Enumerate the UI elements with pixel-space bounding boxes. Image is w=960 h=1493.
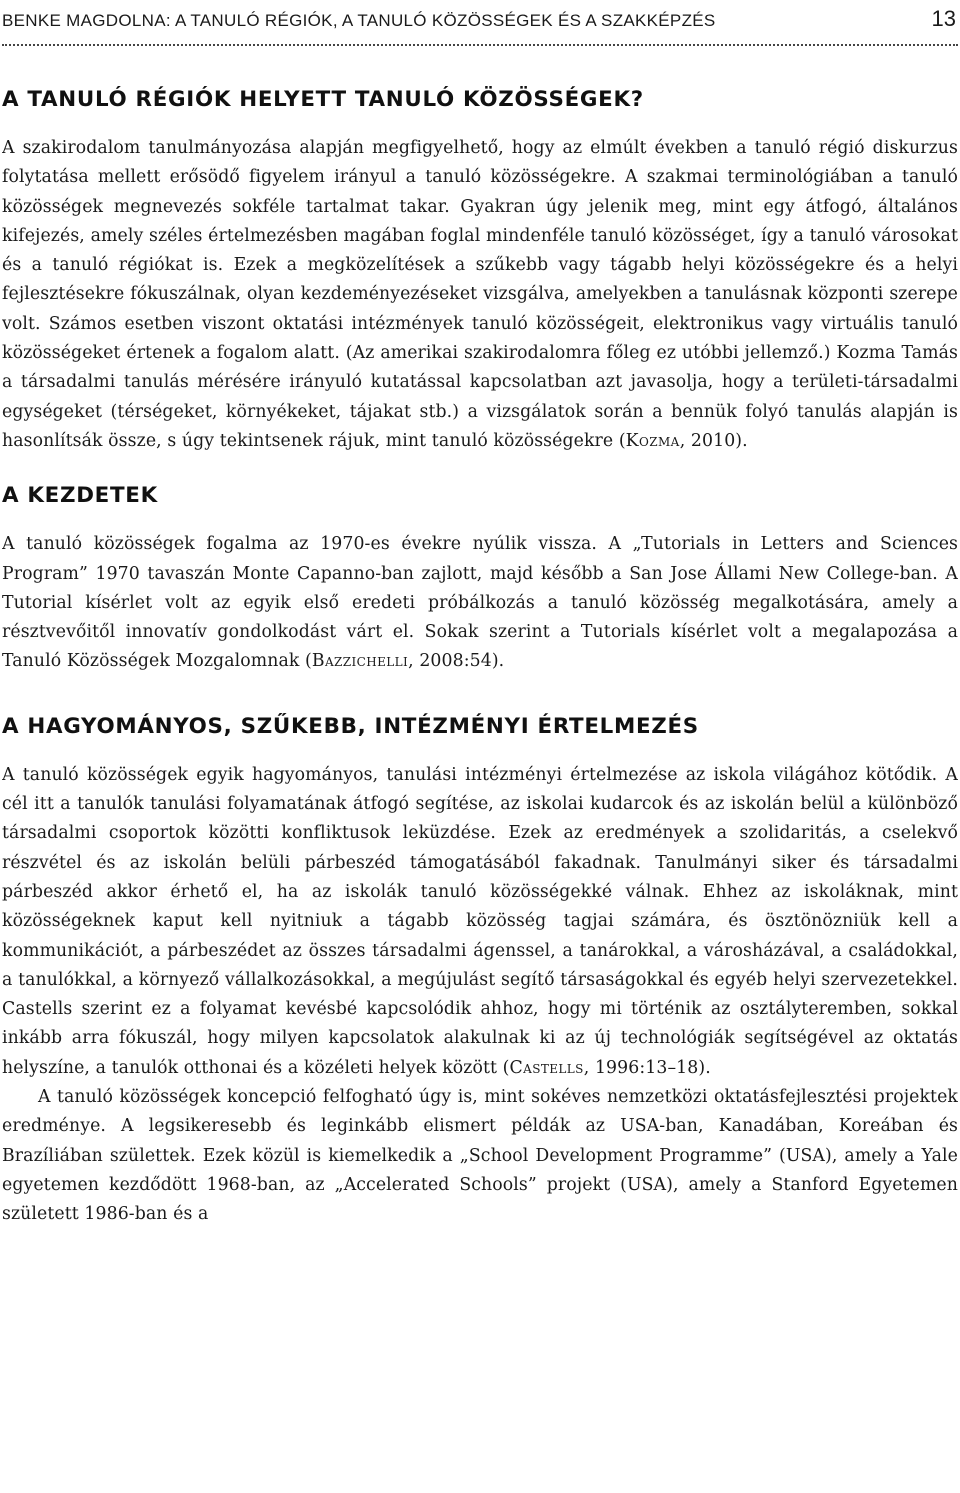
body-paragraph bbox=[2, 134, 958, 456]
body-paragraph bbox=[2, 530, 958, 676]
body-paragraph bbox=[2, 1083, 958, 1229]
page-content bbox=[2, 80, 958, 1230]
document-page bbox=[2, 0, 958, 1493]
page-number: 13 bbox=[931, 6, 956, 31]
paragraph-text: A tanuló közösségek fogalma az 1970-es évekre nyúlik vissza. A „Tutorials in Letters and Sciences Program” 1970 tavaszán Monte Capanno-ban zajlott, majd később a San Jose Állami New College-ban. A Tutorial kísérlet volt az egyik első eredeti próbálkozás a tanuló közösség megalkotására, amely a résztvevőitől innovatív gondolkodást várt el. Sokak szerint a Tutorials kísérlet volt a megalapozása a Tanuló Közösségek Mozgalomnak ( bbox=[2, 534, 958, 672]
citation-year: , 2010). bbox=[679, 430, 748, 451]
body-paragraph bbox=[2, 761, 958, 1083]
section-heading: A KEZDETEK bbox=[2, 483, 158, 509]
paragraph-text: A tanuló közösségek egyik hagyományos, tanulási intézményi értelmezése az iskola világához kötődik. A cél itt a tanulók tanulási folyamatának átfogó segítése, az iskolai kudarcok és az iskolán belül a különböző társadalmi csoportok közötti konfliktusok leküzdése. Ezek az eredmények a szolidaritás, a cselekvő részvétel és az iskolán belüli párbeszéd támogatásából fakadnak. Tanulmányi siker és társadalmi párbeszéd akkor érhető el, ha az iskolák tanuló közösségekké válnak. Ehhez az iskoláknak, mint közösségeknek kaput kell nyitniuk a tágabb közösség tagjai számára, és ösztönözniük kell a kommunikációt, a párbeszédet az összes társadalmi ágenssel, a tanárokkal, a városházával, a családokkal, a tanulókkal, a környező vállalkozásokkal, a megújulást segítő társaságokkal és egyéb helyi szervezetekkel. Castells szerint ez a folyamat kevésbé kapcsolódik ahhoz, hogy mi történik az osztályteremben, sokkal inkább arra fókuszál, hogy milyen kapcsolatok alakulnak ki az új technológiák segítségével az oktatás helyszíne, a tanulók otthonai és a közéleti helyek között ( bbox=[2, 764, 958, 1078]
running-title: BENKE MAGDOLNA: A TANULÓ RÉGIÓK, A TANULÓ KÖZÖSSÉGEK ÉS A SZAKKÉPZÉS bbox=[2, 11, 716, 30]
section-heading: A TANULÓ RÉGIÓK HELYETT TANULÓ KÖZÖSSÉGEK? bbox=[2, 87, 644, 112]
header-dotted-rule bbox=[2, 44, 958, 46]
citation-author: Kozma bbox=[625, 430, 680, 451]
section-kezdetek bbox=[2, 482, 958, 676]
section-hagyomanyos bbox=[2, 713, 958, 1230]
paragraph-text: A szakirodalom tanulmányozása alapján megfigyelhető, hogy az elmúlt években a tanuló régió diskurzus folytatása mellett erősödő figyelem irányul a tanuló közösségekre. A szakmai terminológiában a tanuló közösségek megnevezés sokféle tartalmat takar. Gyakran úgy jelenik meg, mint egy átfogó, általános kifejezés, amely széles értelmezésben magában foglal mindenféle tanuló közösséget, így a tanuló városokat és a tanuló régiókat is. Ezek a megközelítések a szűkebb vagy tágabb helyi közösségekre és a helyi fejlesztésekre fókuszálnak, olyan kezdeményezéseket vizsgálva, amelyekben a tanulásnak központi szerepe volt. Számos esetben viszont oktatási intézmények tanuló közösségeit, elektronikus vagy virtuális tanuló közösségeket értenek a fogalom alatt. (Az amerikai szakirodalomra főleg ez utóbbi jellemző.) Kozma Tamás a társadalmi tanulás mérésére irányuló kutatással kapcsolatban azt javasolja, hogy a területi-társadalmi egységeket (térségeket, környékeket, tájakat stb.) a vizsgálatok során a bennük folyó tanulás alapján is hasonlítsák össze, s úgy tekintsenek rájuk, mint tanuló közösségekre ( bbox=[2, 138, 958, 451]
running-header bbox=[2, 6, 958, 36]
section-tanulo-regiok bbox=[2, 86, 958, 456]
paragraph-text: A tanuló közösségek koncepció felfogható úgy is, mint sokéves nemzetközi oktatásfejlesztési projektek eredménye. A legsikeresebb és leginkább elismert példák az USA-ban, Kanadában, Koreában és Brazíliában születtek. Ezek közül is kiemelkedik a „School Development Programme” (USA), amely a Yale egyetemen kezdődött 1968-ban, az „Accelerated Schools” projekt (USA), amely a Stanford Egyetemen született 1986-ban és a bbox=[2, 1087, 958, 1225]
citation-author: Castells bbox=[509, 1057, 584, 1078]
citation-author: Bazzichelli bbox=[311, 651, 409, 672]
section-heading: A HAGYOMÁNYOS, SZŰKEBB, INTÉZMÉNYI ÉRTELMEZÉS bbox=[2, 713, 699, 739]
citation-year: , 2008:54). bbox=[408, 651, 505, 672]
citation-year: , 1996:13–18). bbox=[583, 1057, 711, 1078]
